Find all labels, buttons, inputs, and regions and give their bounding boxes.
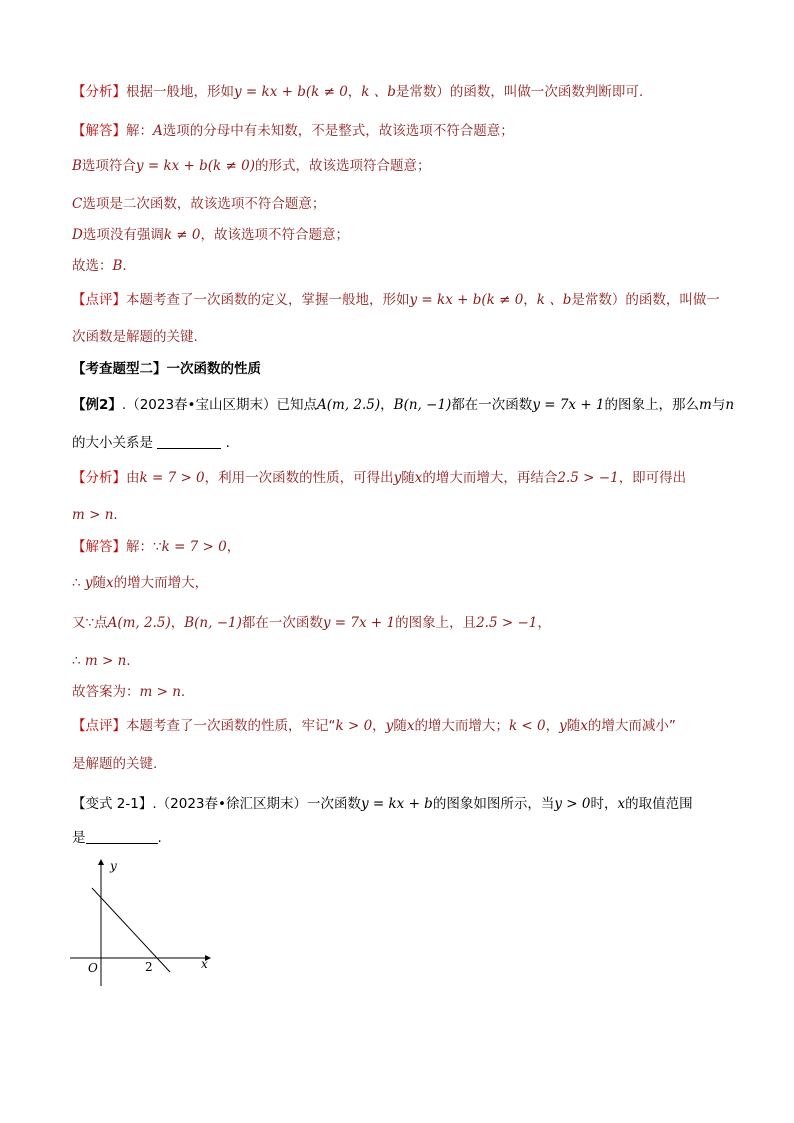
variant-2-1-question: 【变式 2-1】.（2023春•徐汇区期末）一次函数y = kx + b的图象如图所示，当y > 0时，x的取值范围: [72, 796, 693, 812]
y-axis-label: y: [110, 859, 117, 873]
analysis-paragraph-2: 【分析】由k = 7 > 0，利用一次函数的性质，可得出y随x的增大而增大，再结合2.5 > −1，即可得出: [72, 470, 687, 486]
solution-step-3: 又∵点A(m, 2.5)，B(n, −1)都在一次函数y = 7x + 1的图象上，且2.5 > −1，: [72, 615, 551, 631]
comment-tag: 【点评】: [72, 292, 126, 308]
solution-step-4: ∴ m > n.: [72, 653, 131, 669]
answer-blank-2: [86, 829, 158, 844]
linear-function-graph: [70, 858, 220, 993]
analysis-tag: 【分析】: [72, 84, 126, 100]
answer-blank: [157, 434, 221, 449]
comment-paragraph-2: 【点评】本题考查了一次函数的性质，牢记“k > 0，y随x的增大而增大；k < 0，y随x的增大而减小”: [72, 718, 676, 734]
final-answer: 故答案为：m > n.: [72, 684, 186, 700]
example-2-question: 【例2】.（2023春•宝山区期末）已知点A(m, 2.5)，B(n, −1)都在一次函数y = 7x + 1的图象上，那么m与n: [72, 397, 735, 413]
analysis-paragraph-1: 【分析】根据一般地，形如y = kx + b(k ≠ 0，k 、b是常数）的函数，叫做一次函数判断即可.: [72, 84, 644, 100]
x-intercept-label: 2: [145, 960, 153, 974]
example-2-question-cont: 的大小关系是 .: [72, 435, 230, 451]
variant-2-1-question-cont: 是 .: [72, 830, 162, 846]
answer-line-c: C选项是二次函数，故该选项不符合题意；: [72, 196, 326, 212]
origin-label: O: [88, 961, 98, 975]
section-heading-type2: 【考查题型二】一次函数的性质: [72, 361, 261, 377]
solution-step-1: 【解答】解：∵k = 7 > 0，: [72, 539, 241, 555]
analysis-paragraph-2-cont: m > n.: [72, 507, 118, 523]
comment-paragraph-2-cont: 是解题的关键.: [72, 756, 158, 772]
answer-line-d: D选项没有强调k ≠ 0，故该选项不符合题意；: [72, 227, 349, 243]
answer-line-a: 【解答】解：A选项的分母中有未知数，不是整式，故该选项不符合题意；: [72, 123, 514, 139]
answer-line-b: B选项符合y = kx + b(k ≠ 0)的形式，故该选项符合题意；: [72, 158, 431, 174]
x-axis-label: x: [201, 957, 208, 971]
answer-tag: 【解答】: [72, 123, 126, 139]
solution-step-2: ∴ y随x的增大而增大，: [72, 575, 209, 591]
comment-paragraph-1: 【点评】本题考查了一次函数的定义，掌握一般地，形如y = kx + b(k ≠ 0，k 、b是常数）的函数，叫做一: [72, 292, 720, 308]
function-line: [92, 888, 170, 972]
answer-choice: 故选：B.: [72, 258, 127, 274]
comment-paragraph-1-cont: 次函数是解题的关键.: [72, 329, 198, 345]
